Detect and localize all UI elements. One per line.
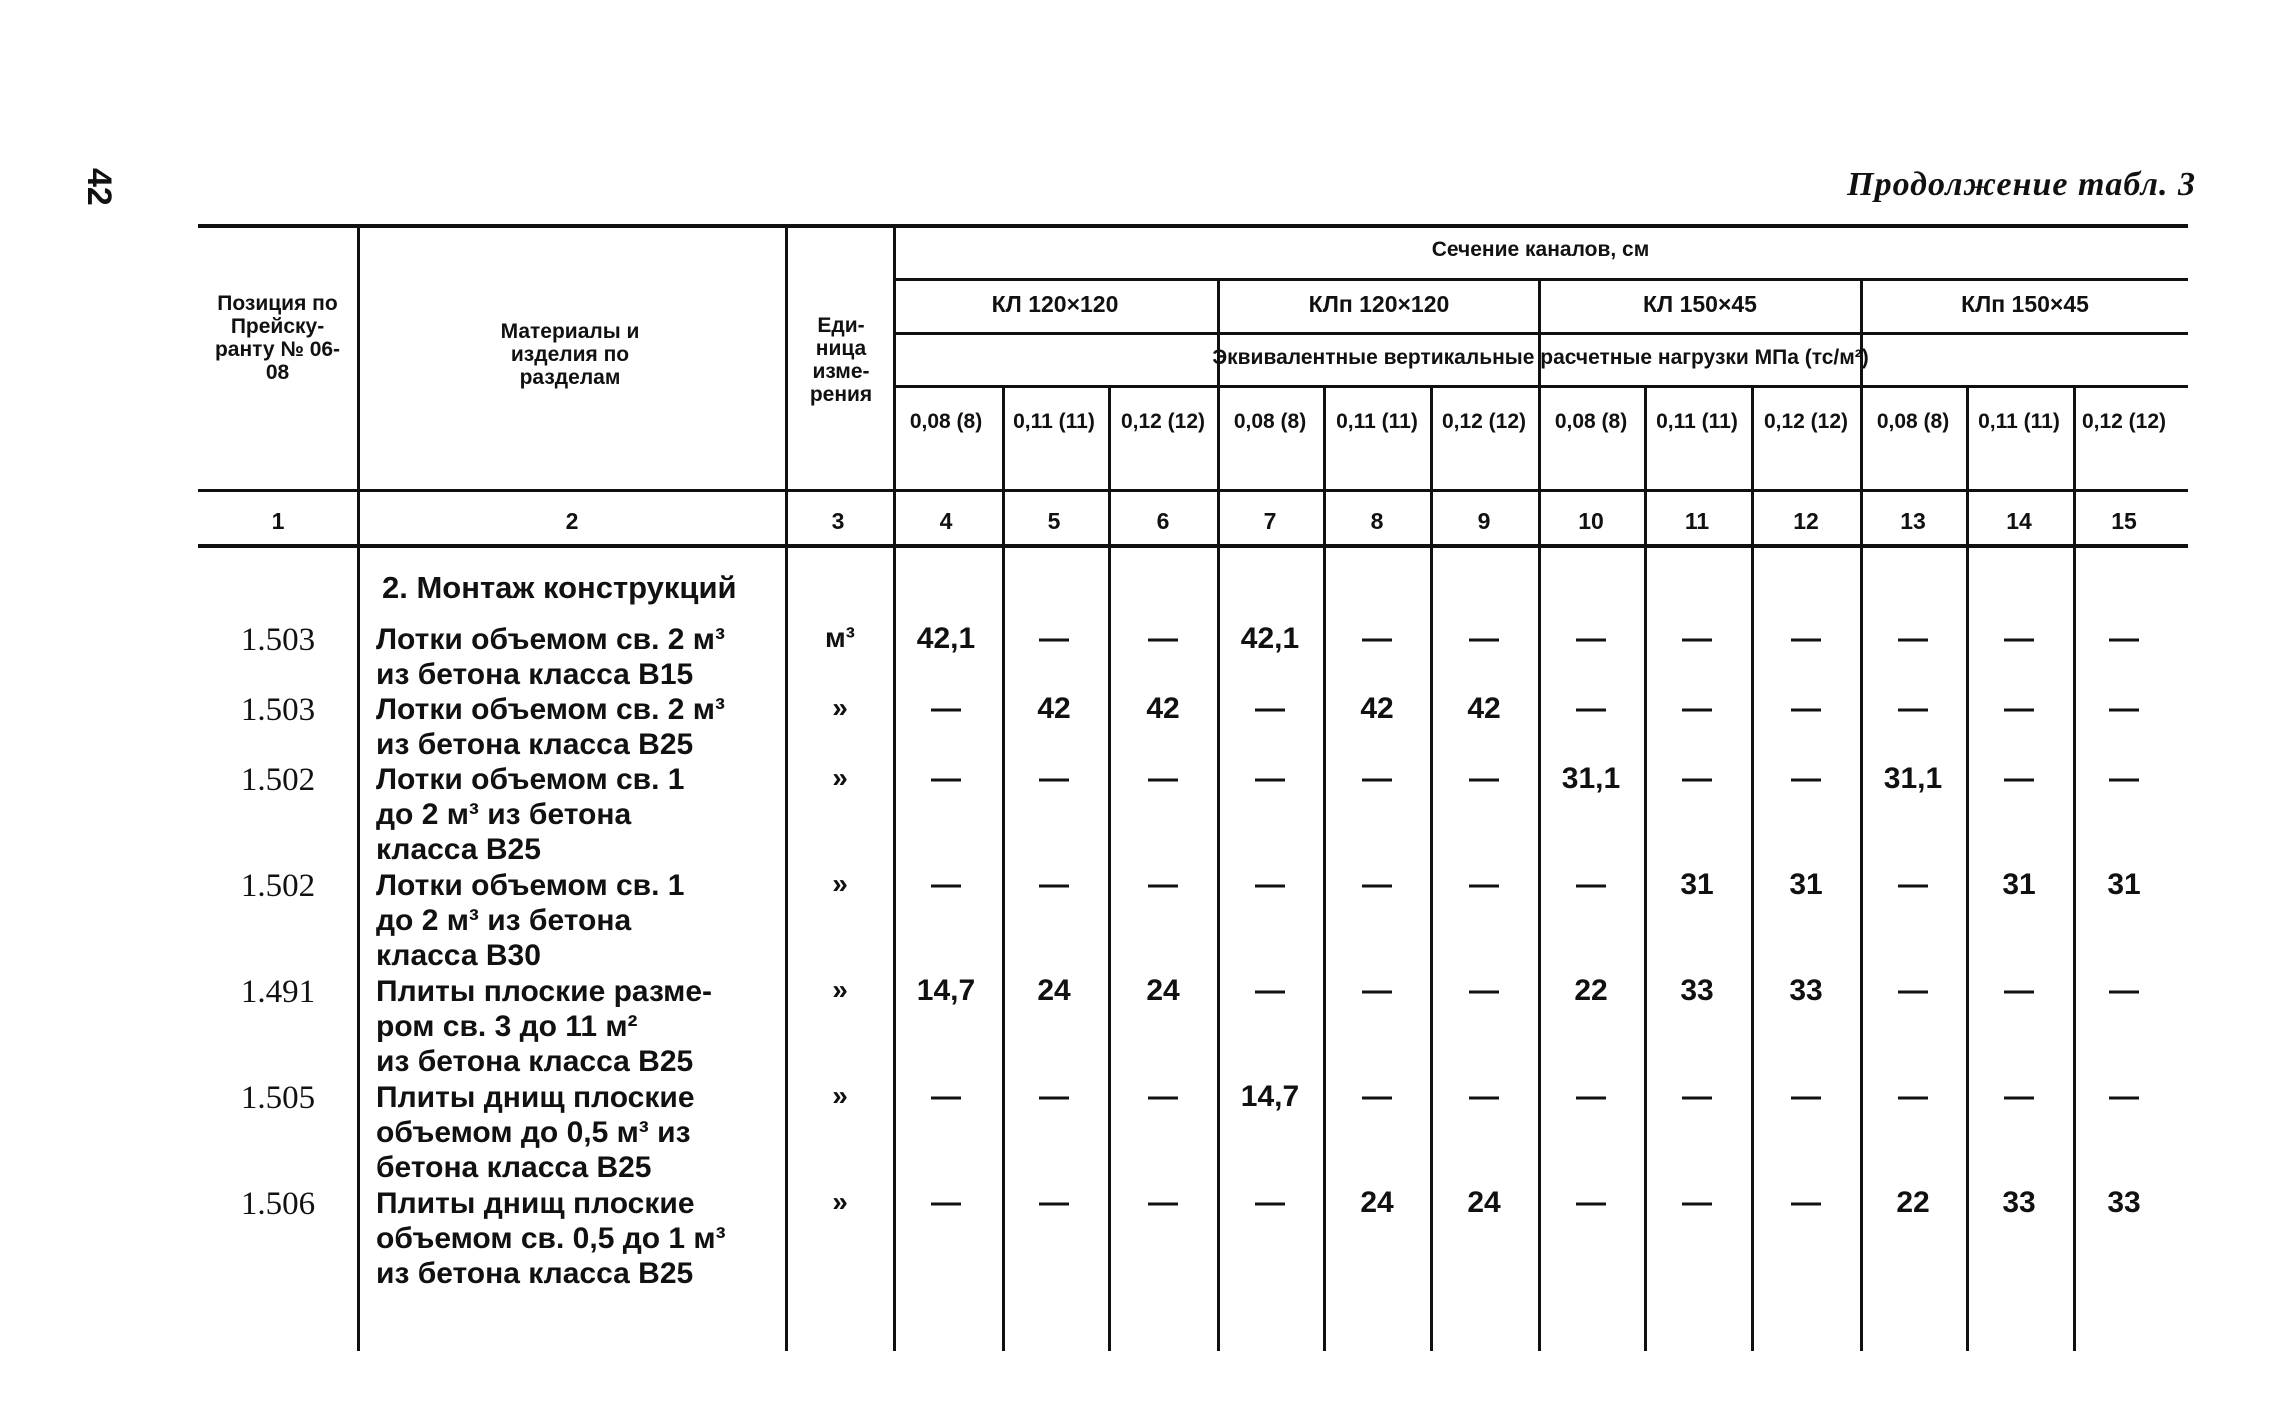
row-value: — bbox=[1576, 1186, 1606, 1219]
row-value: — bbox=[1148, 762, 1178, 795]
row-value: — bbox=[1576, 1080, 1606, 1113]
row-value: — bbox=[1039, 622, 1069, 655]
column-number: 11 bbox=[1684, 508, 1710, 534]
row-value: — bbox=[1682, 622, 1712, 655]
row-value: — bbox=[2109, 692, 2139, 725]
col-divider bbox=[785, 226, 788, 1351]
row-value: — bbox=[1039, 1186, 1069, 1219]
row-material-line: Плиты плоские разме- bbox=[376, 975, 712, 1008]
row-value: — bbox=[1469, 622, 1499, 655]
row-material-line: из бетона класса В25 bbox=[376, 728, 694, 761]
row-material bbox=[376, 974, 772, 1079]
row-value: 42 bbox=[1037, 692, 1071, 725]
row-value: — bbox=[1469, 868, 1499, 901]
row-material bbox=[376, 1186, 772, 1291]
header-group: КЛп 150×45 bbox=[1961, 291, 2089, 317]
header-channels: Сечение каналов, см bbox=[1431, 238, 1650, 261]
row-material-line: объемом св. 0,5 до 1 м³ bbox=[376, 1222, 726, 1255]
row-value: 14,7 bbox=[916, 974, 976, 1007]
row-value: — bbox=[1255, 692, 1285, 725]
row-material-line: класса В25 bbox=[376, 833, 541, 866]
row-value: — bbox=[2004, 762, 2034, 795]
row-unit: м³ bbox=[824, 622, 856, 653]
row-value: 42 bbox=[1146, 692, 1180, 725]
row-material bbox=[376, 622, 772, 692]
row-value: 33 bbox=[1789, 974, 1823, 1007]
column-number: 9 bbox=[1477, 508, 1491, 534]
row-unit: » bbox=[832, 868, 848, 899]
row-material bbox=[376, 762, 772, 867]
row-value: 31 bbox=[1680, 868, 1714, 901]
row-unit: » bbox=[832, 692, 848, 723]
row-value: — bbox=[1682, 692, 1712, 725]
row-value: 33 bbox=[2107, 1186, 2141, 1219]
header-load-value: 0,12 (12) bbox=[2081, 410, 2167, 433]
header-load-value: 0,12 (12) bbox=[1763, 410, 1849, 433]
row-value: — bbox=[1576, 692, 1606, 725]
row-value: — bbox=[1791, 1186, 1821, 1219]
row-value: — bbox=[1898, 622, 1928, 655]
row-value: — bbox=[931, 1080, 961, 1113]
row-value: — bbox=[931, 692, 961, 725]
row-position: 1.491 bbox=[240, 974, 316, 1010]
header-load-value: 0,11 (11) bbox=[1978, 410, 2060, 433]
row-position: 1.503 bbox=[240, 692, 316, 728]
row-value: — bbox=[2004, 974, 2034, 1007]
row-value: — bbox=[1362, 868, 1392, 901]
header-materials: Материалы и изделия по разделам bbox=[500, 320, 640, 390]
header-load-value: 0,08 (8) bbox=[1233, 410, 1307, 433]
row-value: — bbox=[1255, 1186, 1285, 1219]
row-position: 1.503 bbox=[240, 622, 316, 658]
row-value: — bbox=[2109, 1080, 2139, 1113]
row-value: 22 bbox=[1896, 1186, 1930, 1219]
column-number: 13 bbox=[1900, 508, 1926, 534]
row-value: — bbox=[1362, 622, 1392, 655]
row-value: — bbox=[1255, 974, 1285, 1007]
header-group: КЛ 120×120 bbox=[991, 291, 1119, 317]
row-value: — bbox=[2004, 692, 2034, 725]
row-value: 31 bbox=[2107, 868, 2141, 901]
row-unit: » bbox=[832, 974, 848, 1005]
row-value: — bbox=[1682, 1080, 1712, 1113]
header-position: Позиция по Прейску- ранту № 06-08 bbox=[214, 292, 341, 385]
row-position: 1.506 bbox=[240, 1186, 316, 1222]
row-material-line: Плиты днищ плоские bbox=[376, 1081, 695, 1114]
row-value: — bbox=[2109, 762, 2139, 795]
header-unit: Еди- ница изме- рения bbox=[809, 314, 873, 407]
row-material-line: объемом до 0,5 м³ из bbox=[376, 1116, 691, 1149]
row-value: 24 bbox=[1146, 974, 1180, 1007]
row-value: — bbox=[2109, 974, 2139, 1007]
row-value: 22 bbox=[1574, 974, 1608, 1007]
row-material-line: из бетона класса В25 bbox=[376, 1045, 694, 1078]
row-position: 1.502 bbox=[240, 762, 316, 798]
row-value: — bbox=[1255, 762, 1285, 795]
row-value: — bbox=[2004, 622, 2034, 655]
header-bottom-rule bbox=[198, 489, 2188, 492]
header-load-value: 0,12 (12) bbox=[1441, 410, 1527, 433]
column-number: 15 bbox=[2111, 508, 2137, 534]
row-value: — bbox=[1791, 622, 1821, 655]
row-value: 31 bbox=[1789, 868, 1823, 901]
row-value: 42,1 bbox=[1240, 622, 1300, 655]
row-value: — bbox=[1362, 1080, 1392, 1113]
row-value: 31,1 bbox=[1561, 762, 1621, 795]
row-value: — bbox=[1682, 762, 1712, 795]
header-load-value: 0,08 (8) bbox=[909, 410, 983, 433]
col-divider bbox=[1108, 387, 1111, 1351]
row-value: 24 bbox=[1360, 1186, 1394, 1219]
row-value: — bbox=[1898, 974, 1928, 1007]
column-number: 12 bbox=[1793, 508, 1819, 534]
row-value: — bbox=[1039, 762, 1069, 795]
header-load-value: 0,11 (11) bbox=[1336, 410, 1418, 433]
row-position: 1.502 bbox=[240, 868, 316, 904]
row-value: — bbox=[1791, 762, 1821, 795]
row-value: — bbox=[931, 1186, 961, 1219]
header-load-value: 0,12 (12) bbox=[1120, 410, 1206, 433]
row-material-line: Плиты днищ плоские bbox=[376, 1187, 695, 1220]
row-unit: » bbox=[832, 762, 848, 793]
row-value: — bbox=[1576, 622, 1606, 655]
row-value: 42 bbox=[1360, 692, 1394, 725]
header-load-value: 0,11 (11) bbox=[1656, 410, 1738, 433]
row-value: — bbox=[931, 762, 961, 795]
row-value: — bbox=[1039, 1080, 1069, 1113]
row-material-line: Лотки объемом св. 1 bbox=[376, 763, 685, 796]
row-value: — bbox=[1255, 868, 1285, 901]
row-value: — bbox=[1039, 868, 1069, 901]
row-value: — bbox=[1362, 974, 1392, 1007]
column-number: 2 bbox=[565, 508, 579, 534]
row-value: — bbox=[1362, 762, 1392, 795]
row-value: — bbox=[1148, 622, 1178, 655]
row-value: — bbox=[1898, 1080, 1928, 1113]
row-value: — bbox=[1898, 692, 1928, 725]
row-value: 33 bbox=[1680, 974, 1714, 1007]
column-number: 6 bbox=[1156, 508, 1170, 534]
row-value: — bbox=[1148, 868, 1178, 901]
header-load-value: 0,11 (11) bbox=[1013, 410, 1095, 433]
row-material-line: из бетона класса В25 bbox=[376, 1257, 694, 1290]
row-material bbox=[376, 692, 772, 762]
row-value: 42,1 bbox=[916, 622, 976, 655]
row-material-line: Лотки объемом св. 1 bbox=[376, 869, 685, 902]
header-group: КЛп 120×120 bbox=[1308, 291, 1450, 317]
column-number: 3 bbox=[831, 508, 845, 534]
column-number: 8 bbox=[1370, 508, 1384, 534]
row-value: — bbox=[2109, 622, 2139, 655]
column-number: 1 bbox=[271, 508, 285, 534]
row-unit: » bbox=[832, 1080, 848, 1111]
table-top-rule bbox=[198, 224, 2188, 228]
row-material bbox=[376, 1080, 772, 1185]
col-divider bbox=[1751, 387, 1754, 1351]
row-value: — bbox=[1469, 974, 1499, 1007]
row-value: — bbox=[1898, 868, 1928, 901]
section-title: 2. Монтаж конструкций bbox=[382, 570, 737, 605]
row-material-line: до 2 м³ из бетона bbox=[376, 798, 632, 831]
row-value: 31 bbox=[2002, 868, 2036, 901]
header-group: КЛ 150×45 bbox=[1643, 291, 1757, 317]
colnum-bottom-rule bbox=[198, 544, 2188, 548]
row-position: 1.505 bbox=[240, 1080, 316, 1116]
column-number: 14 bbox=[2006, 508, 2032, 534]
header-load-value: 0,08 (8) bbox=[1554, 410, 1628, 433]
row-material-line: Лотки объемом св. 2 м³ bbox=[376, 623, 725, 656]
row-value: — bbox=[1576, 868, 1606, 901]
row-value: — bbox=[1148, 1186, 1178, 1219]
row-value: 42 bbox=[1467, 692, 1501, 725]
row-value: 14,7 bbox=[1240, 1080, 1300, 1113]
row-value: — bbox=[931, 868, 961, 901]
row-material bbox=[376, 868, 772, 973]
column-number: 5 bbox=[1047, 508, 1061, 534]
row-value: — bbox=[1791, 1080, 1821, 1113]
column-number: 4 bbox=[939, 508, 953, 534]
row-material-line: Лотки объемом св. 2 м³ bbox=[376, 693, 725, 726]
row-value: 33 bbox=[2002, 1186, 2036, 1219]
row-value: — bbox=[1469, 762, 1499, 795]
row-value: 24 bbox=[1037, 974, 1071, 1007]
row-value: — bbox=[1682, 1186, 1712, 1219]
row-value: — bbox=[1469, 1080, 1499, 1113]
column-number: 10 bbox=[1578, 508, 1604, 534]
table-caption: Продолжение табл. 3 bbox=[1847, 166, 2196, 203]
row-unit: » bbox=[832, 1186, 848, 1217]
col-divider bbox=[1323, 387, 1326, 1351]
col-divider bbox=[1430, 387, 1433, 1351]
row-material-line: бетона класса В25 bbox=[376, 1151, 652, 1184]
header-loads: Эквивалентные вертикальные расчетные нагрузки МПа (тс/м²) bbox=[1212, 346, 1869, 369]
row-value: — bbox=[1791, 692, 1821, 725]
header-load-value: 0,08 (8) bbox=[1876, 410, 1950, 433]
row-material-line: из бетона класса В15 bbox=[376, 658, 694, 691]
row-value: — bbox=[2004, 1080, 2034, 1113]
page-number: 42 bbox=[80, 168, 118, 206]
row-material-line: до 2 м³ из бетона bbox=[376, 904, 632, 937]
row-material-line: класса В30 bbox=[376, 939, 541, 972]
row-value: — bbox=[1148, 1080, 1178, 1113]
row-material-line: ром св. 3 до 11 м² bbox=[376, 1010, 638, 1043]
row-value: 24 bbox=[1467, 1186, 1501, 1219]
column-number: 7 bbox=[1263, 508, 1277, 534]
row-value: 31,1 bbox=[1883, 762, 1943, 795]
